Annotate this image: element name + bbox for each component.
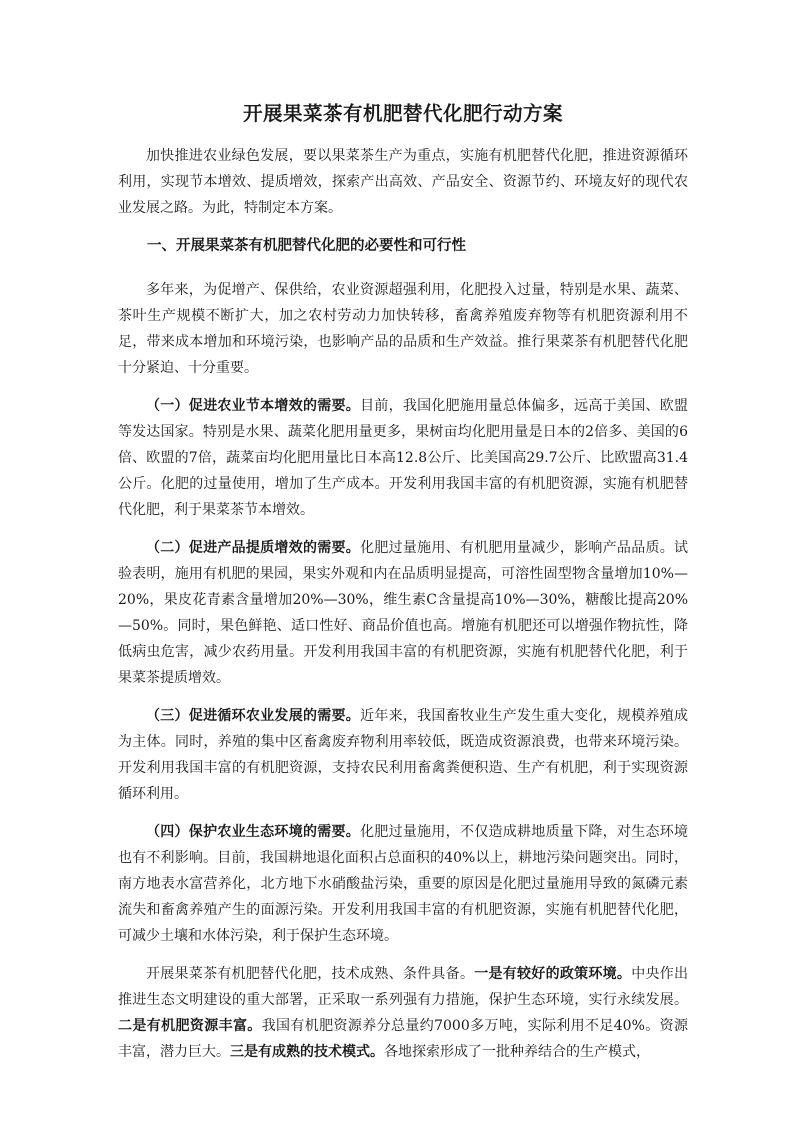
feasibility-text-1: 中央作出推进生态文明建设的重大部署，正采取一系列强有力措施，保护生态环境，实行永续发展。 (118, 966, 689, 1008)
feasibility-text-3: 各地探索形成了一批种养结合的生产模式， (384, 1044, 650, 1060)
item-4-text: 化肥过量施用，不仅造成耕地质量下降，对生态环境也有不利影响。目前，我国耕地退化面积占总面积的40%以上，耕地污染问题突出。同时，南方地表水富营养化，北方地下水硝酸盐污染，重要的原因是化肥过量施用导致的氮磷元素流失和畜禽养殖产生的面源污染。开发利用我国丰富的有机肥资源，实施有机肥替代化肥，可减少土壤和水体污染，利于保护生态环境。 (118, 824, 689, 944)
feasibility-point-3: 三是有成熟的技术模式。 (230, 1044, 384, 1060)
section1-paragraph-1: 多年来，为促增产、保供给，农业资源超强利用，化肥投入过量，特别是水果、蔬菜、茶叶生产规模不断扩大，加之农村劳动力加快转移，畜禽养殖废弃物等有机肥资源利用不足，带来成本增加和环境污染，也影响产品的品质和生产效益。推行果菜茶有机肥替代化肥十分紧迫、十分重要。 (118, 282, 688, 376)
feasibility-point-2: 二是有机肥资源丰富。 (118, 1018, 262, 1034)
section-heading-1: 一、开展果菜茶有机肥替代化肥的必要性和可行性 (147, 238, 466, 254)
section1-item-1 (118, 393, 688, 523)
feasibility-point-1: 一是有较好的政策环境。 (474, 966, 632, 982)
item-1-lead: （一）促进农业节本增效的需要。 (146, 398, 361, 414)
intro-paragraph: 加快推进农业绿色发展，要以果菜茶生产为重点，实施有机肥替代化肥，推进资源循环利用，实现节本增效、提质增效，探索产出高效、产品安全、资源节约、环境友好的现代农业发展之路。为此，特制定本方案。 (118, 148, 688, 216)
feasibility-text-2: 我国有机肥资源养分总量约7000多万吨，实际利用不足40%。资源丰富，潜力巨大。 (118, 1018, 689, 1060)
item-4-lead: （四）保护农业生态环境的需要。 (146, 824, 361, 840)
item-2-text: 化肥过量施用、有机肥用量减少，影响产品品质。试验表明，施用有机肥的果园，果实外观和内在品质明显提高，可溶性固型物含量增加10%—20%，果皮花青素含量增加20%—30%，维生素C含量提高10%—30%，糖酸比提高20%—50%。同时，果色鲜艳、适口性好、商品价值也高。增施有机肥还可以增强作物抗性，降低病虫危害，减少农药用量。开发利用我国丰富的有机肥资源，实施有机肥替代化肥，利于果菜茶提质增效。 (118, 540, 689, 686)
item-2-lead: （二）促进产品提质增效的需要。 (146, 540, 361, 556)
document-title: 开展果菜茶有机肥替代化肥行动方案 (242, 102, 563, 125)
item-1-text: 目前，我国化肥施用量总体偏多，远高于美国、欧盟等发达国家。特别是水果、蔬菜化肥用量更多，果树亩均化肥用量是日本的2倍多、美国的6倍、欧盟的7倍，蔬菜亩均化肥用量比日本高12.8公斤、比美国高29.7公斤、比欧盟高31.4公斤。化肥的过量使用，增加了生产成本。开发利用我国丰富的有机肥资源，实施有机肥替代化肥，利于果菜茶节本增效。 (118, 398, 689, 518)
section1-paragraph-last (118, 961, 688, 1065)
feasibility-intro-text: 开展果菜茶有机肥替代化肥，技术成熟、条件具备。 (146, 966, 475, 982)
section1-item-4 (118, 819, 688, 949)
section1-item-2 (118, 535, 688, 691)
item-3-lead: （三）促进循环农业发展的需要。 (146, 708, 361, 724)
item-3-text: 近年来，我国畜牧业生产发生重大变化，规模养殖成为主体。同时，养殖的集中区畜禽废弃物利用率较低，既造成资源浪费，也带来环境污染。开发利用我国丰富的有机肥资源，支持农民利用畜禽粪便积造、生产有机肥，利于实现资源循环利用。 (118, 708, 689, 802)
section1-item-3 (118, 703, 688, 807)
